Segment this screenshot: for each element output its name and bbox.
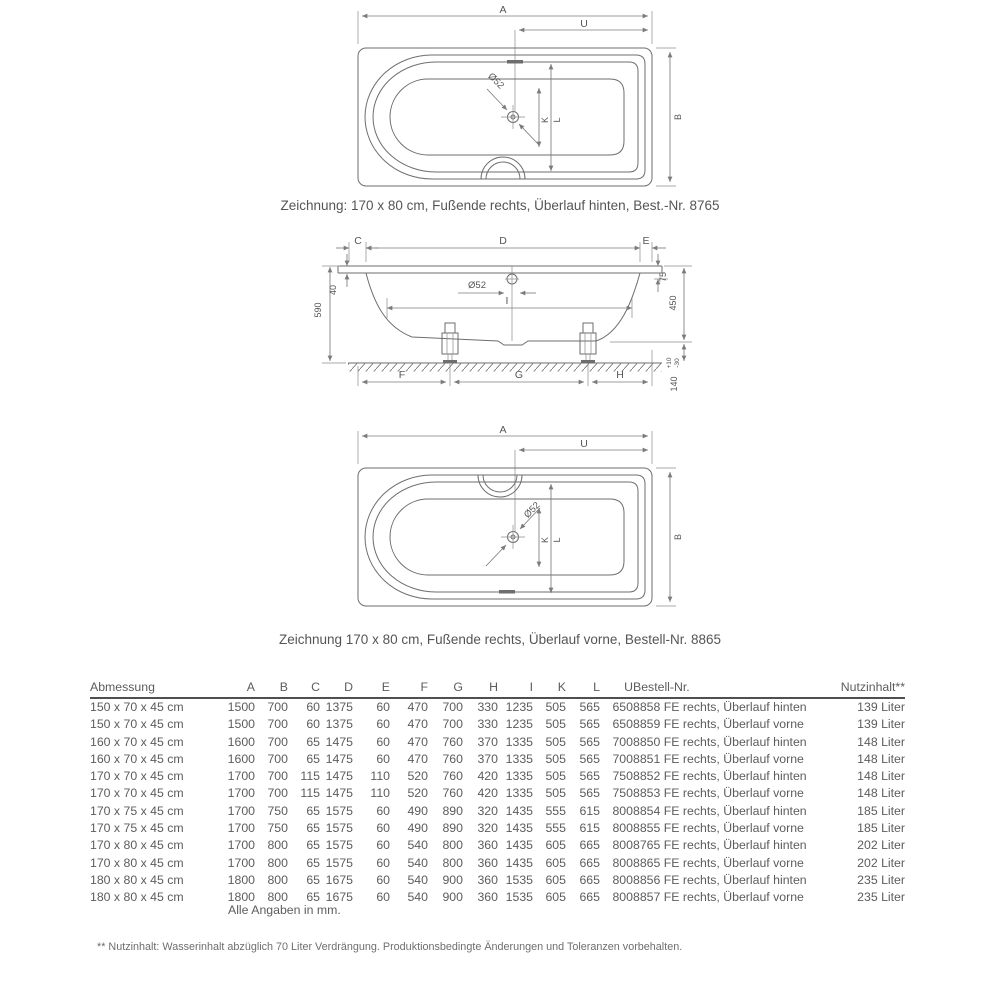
table-cell: 700 xyxy=(267,786,288,801)
table-cell: 700 xyxy=(267,751,288,766)
table-cell: 1700 xyxy=(227,821,255,836)
table-cell: 185 Liter xyxy=(857,821,905,836)
table-cell: 760 xyxy=(442,751,463,766)
table-cell: 8851 FE rechts, Überlauf vorne xyxy=(633,751,804,766)
table-cell: 8858 FE rechts, Überlauf hinten xyxy=(633,700,807,714)
column-header-2: B xyxy=(255,668,288,698)
table-cell: 800 xyxy=(612,890,633,905)
table-cell: 490 xyxy=(407,803,428,818)
table-cell: 330 xyxy=(477,717,498,732)
header-row xyxy=(90,668,905,698)
table-cell: 605 xyxy=(545,838,566,853)
table-cell: 540 xyxy=(407,855,428,870)
table-cell: 1475 xyxy=(325,734,353,749)
table-cell: 650 xyxy=(612,717,633,732)
table-cell: 565 xyxy=(579,700,600,714)
dim-label-k: K xyxy=(540,116,550,124)
table-cell: 665 xyxy=(579,855,600,870)
table-cell: 170 x 75 x 45 cm xyxy=(90,821,184,836)
table-cell: 1575 xyxy=(325,855,353,870)
table-cell: 565 xyxy=(579,734,600,749)
table-cell: 520 xyxy=(407,786,428,801)
table-cell: 60 xyxy=(376,751,390,766)
side-view-drawing xyxy=(313,235,692,392)
table-cell: 800 xyxy=(267,855,288,870)
table-row xyxy=(90,698,905,716)
tap-hole-mark xyxy=(507,60,523,64)
table-cell: 555 xyxy=(545,821,566,836)
table-cell: 800 xyxy=(612,803,633,818)
table-cell: 370 xyxy=(477,734,498,749)
dim-label-f: F xyxy=(398,369,406,381)
table-cell: 60 xyxy=(376,821,390,836)
table-cell: 760 xyxy=(442,769,463,784)
column-header-1: A xyxy=(225,668,255,698)
table-cell: 650 xyxy=(612,700,633,714)
table-cell: 110 xyxy=(370,786,390,801)
table-cell: 148 Liter xyxy=(857,751,905,766)
table-cell: 420 xyxy=(477,786,498,801)
table-cell: 360 xyxy=(477,838,498,853)
table-cell: 8852 FE rechts, Überlauf hinten xyxy=(633,769,807,784)
drain-diameter-label: Ø52 xyxy=(521,499,543,521)
table-cell: 1600 xyxy=(227,734,255,749)
table-cell: 1335 xyxy=(505,786,533,801)
table-cell: 615 xyxy=(579,821,600,836)
table-cell: 1435 xyxy=(505,855,533,870)
table-row xyxy=(90,803,905,820)
dim-label-l: L xyxy=(552,117,562,123)
column-header-14: Nutzinhalt** xyxy=(813,668,905,698)
column-header-5: E xyxy=(353,668,390,698)
table-cell: 360 xyxy=(477,872,498,887)
table-cell: 330 xyxy=(477,700,498,714)
table-cell: 890 xyxy=(442,803,463,818)
table-cell: 505 xyxy=(545,786,566,801)
table-cell: 60 xyxy=(376,700,390,714)
tolerance-minus-label: -30 xyxy=(674,358,681,368)
table-cell: 360 xyxy=(477,890,498,905)
column-header-12: U xyxy=(600,668,633,698)
table-cell: 180 x 80 x 45 cm xyxy=(90,872,184,887)
table-cell: 202 Liter xyxy=(857,838,905,853)
drain-diameter-label: Ø52 xyxy=(485,70,507,92)
table-cell: 800 xyxy=(612,821,633,836)
table-cell: 60 xyxy=(376,803,390,818)
table-cell: 150 x 70 x 45 cm xyxy=(90,700,184,714)
column-header-9: I xyxy=(498,668,533,698)
dim-label-40: 40 xyxy=(328,284,338,296)
table-cell: 1535 xyxy=(505,890,533,905)
drawing3-caption: Zeichnung 170 x 80 cm, Fußende rechts, Überlauf vorne, Bestell-Nr. 8865 xyxy=(279,632,721,647)
dim-label-c: C xyxy=(354,235,362,247)
table-cell: 115 xyxy=(300,786,320,801)
table-cell: 490 xyxy=(407,821,428,836)
table-cell: 565 xyxy=(579,717,600,732)
table-row xyxy=(90,785,905,802)
table-cell: 8850 FE rechts, Überlauf hinten xyxy=(633,734,807,749)
table-cell: 370 xyxy=(477,751,498,766)
spec-table-head xyxy=(90,668,905,698)
table-cell: 139 Liter xyxy=(857,700,905,714)
column-header-10: K xyxy=(533,668,566,698)
top-view-overflow-front-drawing xyxy=(358,424,683,606)
adjustable-foot-right xyxy=(580,323,596,363)
table-cell: 1535 xyxy=(505,872,533,887)
table-cell: 148 Liter xyxy=(857,786,905,801)
table-cell: 1500 xyxy=(227,700,255,714)
table-cell: 1435 xyxy=(505,821,533,836)
footnote: ** Nutzinhalt: Wasserinhalt abzüglich 70 Liter Verdrängung. Produktionsbedingte Änderungen und Toleranzen vorbehalten. xyxy=(97,941,683,953)
table-cell: 110 xyxy=(370,769,390,784)
table-row xyxy=(90,837,905,854)
table-cell: 470 xyxy=(407,751,428,766)
table-cell: 1335 xyxy=(505,734,533,749)
table-cell: 800 xyxy=(442,838,463,853)
table-cell: 800 xyxy=(267,838,288,853)
table-cell: 1700 xyxy=(227,855,255,870)
table-cell: 470 xyxy=(407,734,428,749)
tap-hole-mark xyxy=(499,590,515,594)
table-cell: 750 xyxy=(267,821,288,836)
table-cell: 1700 xyxy=(227,838,255,853)
overflow-arc-front xyxy=(478,475,522,497)
dim-label-450: 450 xyxy=(668,295,678,311)
dim-label-a: A xyxy=(499,424,507,436)
dim-label-75: 75 xyxy=(658,271,668,283)
table-cell: 700 xyxy=(267,717,288,732)
table-cell: 800 xyxy=(267,890,288,905)
table-cell: 505 xyxy=(545,769,566,784)
dim-label-e: E xyxy=(642,235,650,247)
table-cell: 1435 xyxy=(505,803,533,818)
units-note: Alle Angaben in mm. xyxy=(228,903,341,917)
table-cell: 65 xyxy=(306,890,320,905)
dim-label-d: D xyxy=(499,235,507,247)
table-cell: 800 xyxy=(612,855,633,870)
dim-label-u: U xyxy=(580,18,588,30)
table-cell: 760 xyxy=(442,734,463,749)
table-cell: 65 xyxy=(306,803,320,818)
table-cell: 750 xyxy=(612,786,633,801)
table-cell: 1700 xyxy=(227,803,255,818)
table-row xyxy=(90,889,905,906)
tolerance-plus-label: +10 xyxy=(666,357,673,369)
table-cell: 115 xyxy=(300,769,320,784)
table-cell: 8854 FE rechts, Überlauf hinten xyxy=(633,803,807,818)
dim-label-590: 590 xyxy=(313,302,323,318)
dim-label-b: B xyxy=(673,113,683,121)
table-cell: 470 xyxy=(407,700,428,714)
table-cell: 470 xyxy=(407,717,428,732)
table-cell: 1575 xyxy=(325,838,353,853)
table-cell: 1335 xyxy=(505,751,533,766)
column-header-4: D xyxy=(320,668,353,698)
table-cell: 605 xyxy=(545,890,566,905)
table-cell: 8857 FE rechts, Überlauf vorne xyxy=(633,890,804,905)
table-row xyxy=(90,768,905,785)
table-row xyxy=(90,734,905,751)
dim-label-h: H xyxy=(616,369,624,381)
table-cell: 170 x 70 x 45 cm xyxy=(90,769,184,784)
table-cell: 320 xyxy=(477,803,498,818)
table-cell: 665 xyxy=(579,872,600,887)
table-cell: 540 xyxy=(407,838,428,853)
table-cell: 700 xyxy=(267,734,288,749)
table-cell: 8859 FE rechts, Überlauf vorne xyxy=(633,717,804,732)
table-cell: 890 xyxy=(442,821,463,836)
dim-label-k: K xyxy=(540,536,550,544)
table-cell: 65 xyxy=(306,872,320,887)
dim-label-u: U xyxy=(580,438,588,450)
table-cell: 65 xyxy=(306,855,320,870)
dim-label-b: B xyxy=(673,533,683,541)
table-cell: 760 xyxy=(442,786,463,801)
table-cell: 148 Liter xyxy=(857,769,905,784)
table-cell: 1335 xyxy=(505,769,533,784)
table-cell: 235 Liter xyxy=(857,872,905,887)
table-cell: 505 xyxy=(545,700,566,714)
table-cell: 1235 xyxy=(505,700,533,714)
drain-diameter-label-side: Ø52 xyxy=(468,280,486,291)
table-cell: 150 x 70 x 45 cm xyxy=(90,717,184,732)
table-cell: 60 xyxy=(376,855,390,870)
dim-label-g: G xyxy=(514,369,524,381)
table-cell: 65 xyxy=(306,838,320,853)
table-cell: 320 xyxy=(477,821,498,836)
table-cell: 8865 FE rechts, Überlauf vorne xyxy=(633,855,804,870)
table-cell: 700 xyxy=(267,769,288,784)
table-cell: 605 xyxy=(545,872,566,887)
table-cell: 420 xyxy=(477,769,498,784)
table-cell: 185 Liter xyxy=(857,803,905,818)
table-cell: 235 Liter xyxy=(857,890,905,905)
table-cell: 148 Liter xyxy=(857,734,905,749)
table-cell: 60 xyxy=(376,734,390,749)
column-header-11: L xyxy=(566,668,600,698)
table-cell: 160 x 70 x 45 cm xyxy=(90,751,184,766)
dim-label-a: A xyxy=(499,4,507,16)
adjustable-foot-left xyxy=(442,323,458,363)
column-header-13: Bestell-Nr. xyxy=(633,668,813,698)
table-cell: 700 xyxy=(267,700,288,714)
dim-label-i: I xyxy=(505,295,509,307)
table-cell: 60 xyxy=(376,717,390,732)
table-cell: 700 xyxy=(442,717,463,732)
table-cell: 8765 FE rechts, Überlauf hinten xyxy=(633,838,807,853)
drawing1-caption: Zeichnung: 170 x 80 cm, Fußende rechts, Überlauf hinten, Best.-Nr. 8765 xyxy=(280,198,720,213)
column-header-8: H xyxy=(463,668,498,698)
table-cell: 665 xyxy=(579,890,600,905)
table-cell: 1700 xyxy=(227,786,255,801)
table-cell: 540 xyxy=(407,890,428,905)
ground-hatch xyxy=(348,363,662,372)
table-cell: 170 x 75 x 45 cm xyxy=(90,803,184,818)
table-cell: 505 xyxy=(545,717,566,732)
table-cell: 1600 xyxy=(227,751,255,766)
column-header-0: Abmessung xyxy=(90,668,225,698)
table-cell: 1800 xyxy=(227,872,255,887)
overflow-arc-rear xyxy=(481,157,525,179)
table-cell: 8853 FE rechts, Überlauf vorne xyxy=(633,786,804,801)
table-cell: 750 xyxy=(267,803,288,818)
table-row xyxy=(90,820,905,837)
table-cell: 60 xyxy=(376,890,390,905)
table-cell: 1675 xyxy=(325,890,353,905)
table-row xyxy=(90,855,905,872)
table-cell: 665 xyxy=(579,838,600,853)
column-header-6: F xyxy=(390,668,428,698)
table-cell: 60 xyxy=(376,838,390,853)
table-cell: 565 xyxy=(579,769,600,784)
table-cell: 60 xyxy=(306,700,320,714)
table-cell: 900 xyxy=(442,890,463,905)
table-cell: 565 xyxy=(579,751,600,766)
spec-table-body xyxy=(90,698,905,907)
table-cell: 800 xyxy=(612,872,633,887)
table-cell: 1800 xyxy=(227,890,255,905)
table-cell: 800 xyxy=(442,855,463,870)
table-cell: 170 x 80 x 45 cm xyxy=(90,838,184,853)
table-cell: 65 xyxy=(306,821,320,836)
table-cell: 1575 xyxy=(325,803,353,818)
table-cell: 1675 xyxy=(325,872,353,887)
table-cell: 540 xyxy=(407,872,428,887)
table-cell: 505 xyxy=(545,751,566,766)
column-header-3: C xyxy=(288,668,320,698)
table-cell: 1575 xyxy=(325,821,353,836)
table-cell: 65 xyxy=(306,751,320,766)
table-cell: 900 xyxy=(442,872,463,887)
table-cell: 800 xyxy=(267,872,288,887)
table-cell: 565 xyxy=(579,786,600,801)
table-cell: 1500 xyxy=(227,717,255,732)
table-cell: 700 xyxy=(612,751,633,766)
table-cell: 800 xyxy=(612,838,633,853)
table-cell: 700 xyxy=(442,700,463,714)
table-cell: 8855 FE rechts, Überlauf vorne xyxy=(633,821,804,836)
table-cell: 170 x 80 x 45 cm xyxy=(90,855,184,870)
table-cell: 700 xyxy=(612,734,633,749)
table-cell: 1235 xyxy=(505,717,533,732)
table-cell: 65 xyxy=(306,734,320,749)
table-cell: 615 xyxy=(579,803,600,818)
table-cell: 750 xyxy=(612,769,633,784)
table-cell: 1475 xyxy=(325,769,353,784)
dim-label-l: L xyxy=(552,537,562,543)
dim-label-140: 140 xyxy=(669,376,679,392)
table-cell: 160 x 70 x 45 cm xyxy=(90,734,184,749)
table-cell: 202 Liter xyxy=(857,855,905,870)
table-cell: 605 xyxy=(545,855,566,870)
table-cell: 8856 FE rechts, Überlauf hinten xyxy=(633,872,807,887)
table-row xyxy=(90,872,905,889)
table-cell: 505 xyxy=(545,734,566,749)
spec-table xyxy=(90,668,905,907)
table-cell: 1435 xyxy=(505,838,533,853)
table-cell: 555 xyxy=(545,803,566,818)
table-cell: 180 x 80 x 45 cm xyxy=(90,890,184,905)
table-row xyxy=(90,716,905,733)
table-cell: 1475 xyxy=(325,786,353,801)
table-cell: 170 x 70 x 45 cm xyxy=(90,786,184,801)
table-cell: 1475 xyxy=(325,751,353,766)
table-cell: 60 xyxy=(306,717,320,732)
table-row xyxy=(90,751,905,768)
table-cell: 139 Liter xyxy=(857,717,905,732)
table-cell: 60 xyxy=(376,872,390,887)
column-header-7: G xyxy=(428,668,463,698)
table-cell: 1700 xyxy=(227,769,255,784)
table-cell: 520 xyxy=(407,769,428,784)
table-cell: 1375 xyxy=(325,717,353,732)
table-cell: 1375 xyxy=(325,700,353,714)
top-view-overflow-rear-drawing xyxy=(358,4,683,186)
table-cell: 360 xyxy=(477,855,498,870)
